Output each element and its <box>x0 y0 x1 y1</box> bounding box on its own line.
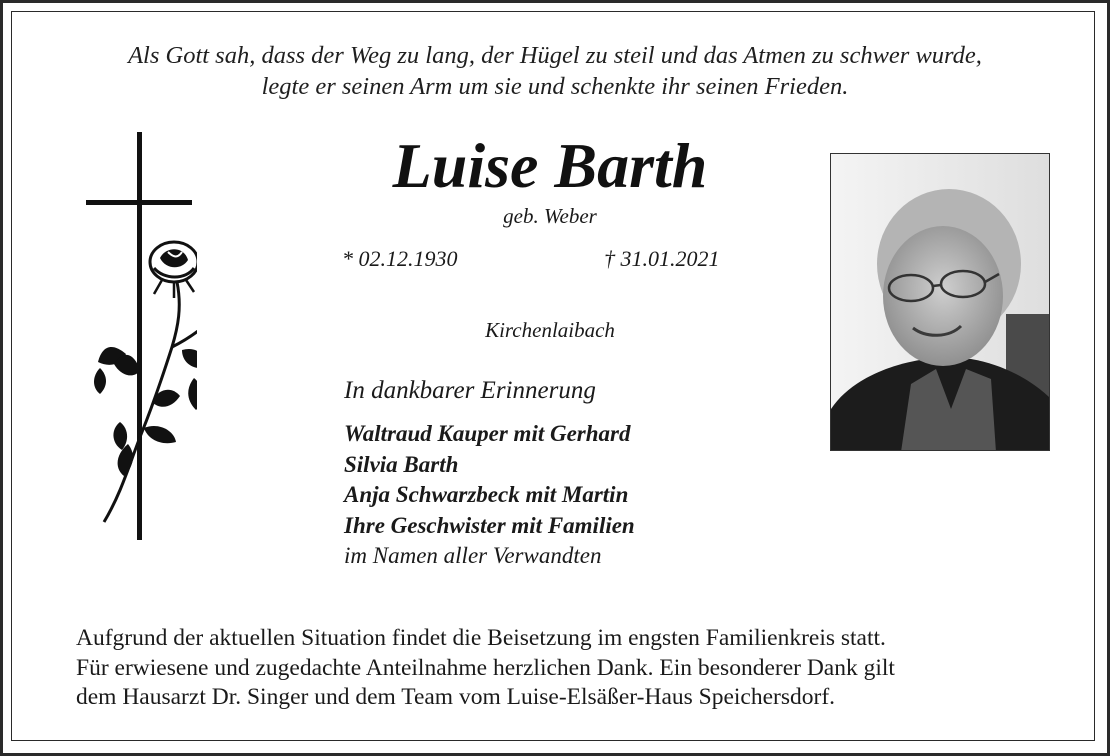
mourners-intro: In dankbarer Erinnerung <box>344 377 596 404</box>
notice-line-1: Aufgrund der aktuellen Situation findet die Beisetzung im engsten Familienkreis statt. <box>76 625 886 651</box>
deceased-name: Luise Barth <box>392 130 708 201</box>
mourner-2: Silvia Barth <box>344 451 459 477</box>
cross-with-roses-icon <box>82 132 197 544</box>
mourner-1: Waltraud Kauper mit Gerhard <box>344 421 631 446</box>
portrait-photo <box>830 153 1050 451</box>
mourners-list <box>344 419 635 572</box>
motto-line-1: Als Gott sah, dass der Weg zu lang, der Hügel zu steil und das Atmen zu schwer wurde, <box>128 42 982 69</box>
notice-line-2: Für erwiesene und zugedachte Anteilnahme herzlichen Dank. Ein besonderer Dank gilt <box>76 654 895 681</box>
birth-date: * 02.12.1930 <box>342 246 458 271</box>
motto-line-2: legte er seinen Arm um sie und schenkte ihr seinen Frieden. <box>261 73 849 100</box>
mourners-closing: im Namen aller Verwandten <box>344 543 602 568</box>
mourner-3: Anja Schwarzbeck mit Martin <box>344 482 629 507</box>
maiden-name: geb. Weber <box>503 204 597 228</box>
death-date: † 31.01.2021 <box>604 246 720 271</box>
notice-line-3: dem Hausarzt Dr. Singer und dem Team vom Luise-Elsäßer-Haus Speichersdorf. <box>76 684 836 710</box>
funeral-notice <box>76 624 895 713</box>
motto-verse <box>30 40 1080 102</box>
residence-place: Kirchenlaibach <box>485 318 615 342</box>
mourner-4: Ihre Geschwister mit Familien <box>344 512 635 538</box>
